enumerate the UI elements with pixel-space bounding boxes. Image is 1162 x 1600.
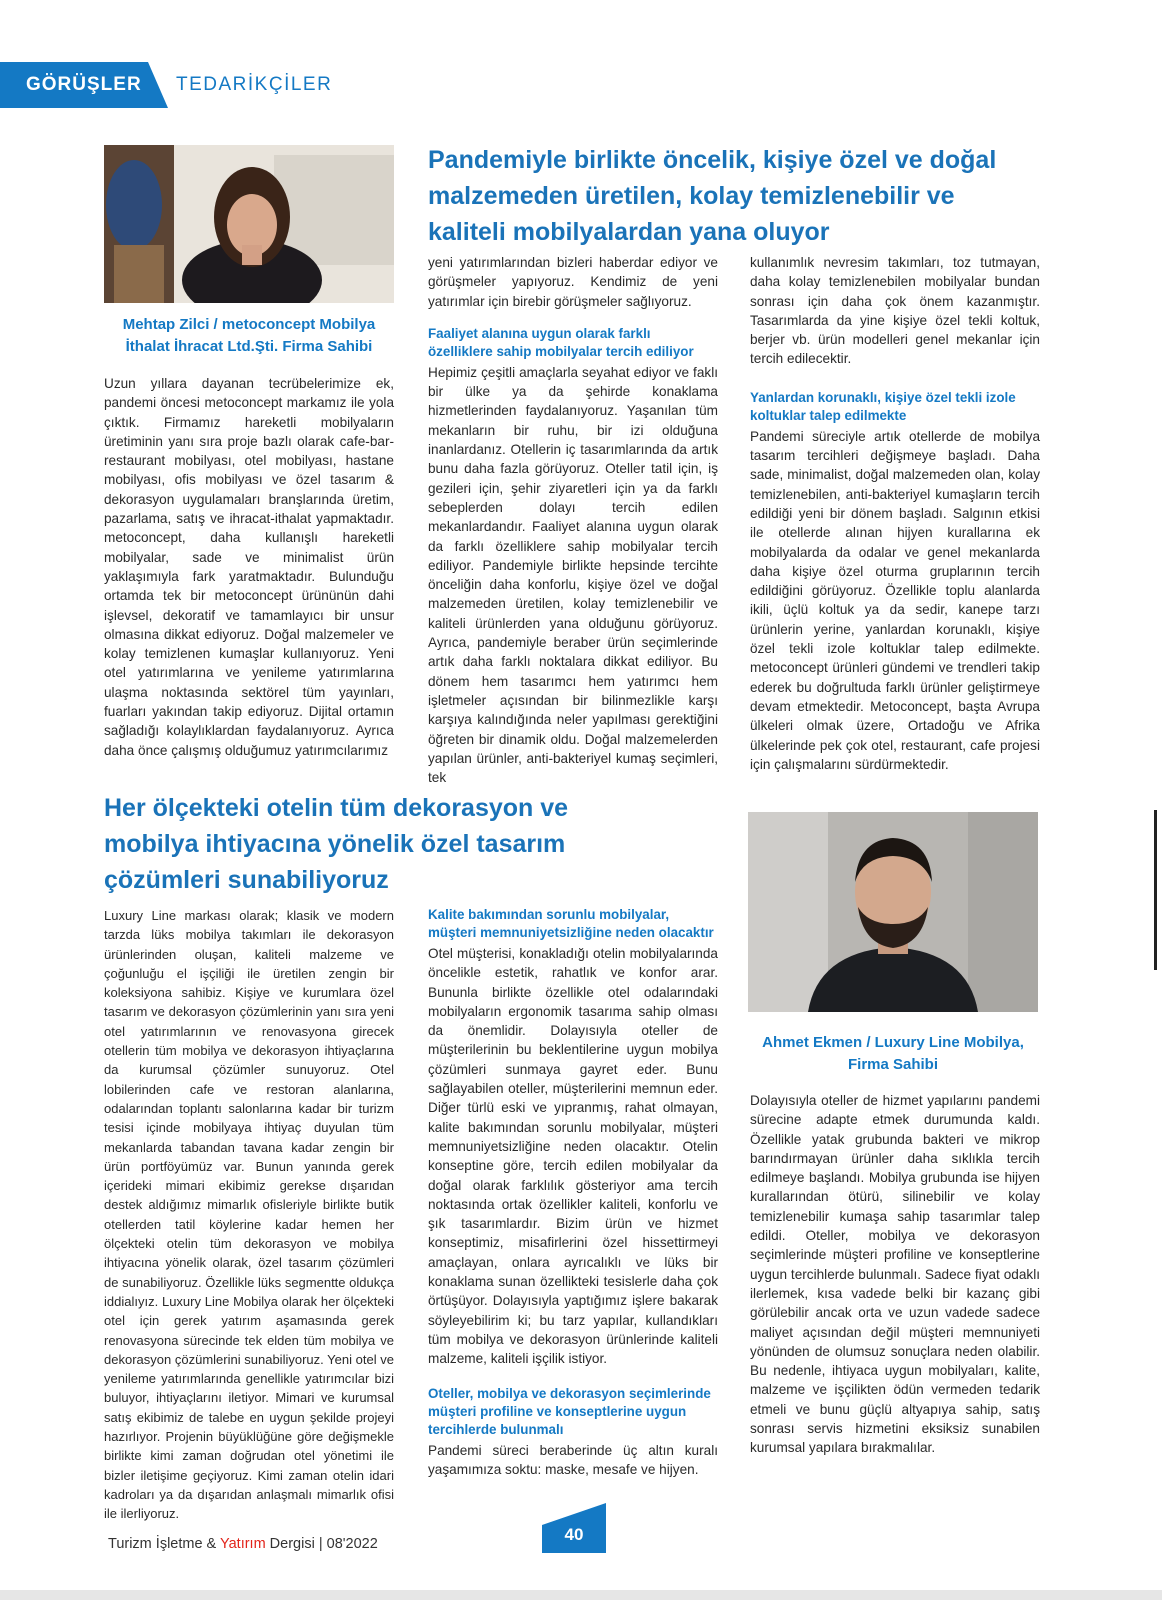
magazine-name-part2: Dergisi | 08'2022 [265,1536,378,1552]
page-edge-mark [1154,810,1157,970]
article-1-column-1 [104,374,394,760]
page-number: 40 [564,1525,584,1544]
article-2-column-2 [428,906,718,1479]
article-1-subheading-2: Yanlardan korunaklı, kişiye özel tekli izole koltuklar talep edilmekte [750,389,1016,423]
article-2-headline: Her ölçekteki otelin tüm dekorasyon ve mobilya ihtiyacına yönelik özel tasarım çözümleri sunabiliyoruz [104,794,569,894]
article-1-col1-text: Uzun yıllara dayanan tecrübelerimize ek, pandemi öncesi metoconcept markamız ile yola çıktık. Firmamız hareketli mobilyaların üretiminin yanı sıra proje bazlı olarak cafe-bar-restaurant mobilyası, otel mobilyası, hastane mobilyası, ofis mobilyası ve özel tasarım & dekorasyon uygulamaları branşlarında üretim, pazarlama, satış ve ihracat-ithalat yapmaktadır. metoconcept, daha kullanışlı hareketli mobilyalar, sade ve minimalist ürün yaklaşımıyla fark yaratmaktadır. Bulunduğu ortamda tek bir metoconcept ürününün dahi işlevsel, dekoratif ve tamamlayıcı bir unsur olmasına dikkat ediyoruz. Doğal malzemeler ve kolay temizlenen kumaşlar kullanıyoruz. Yeni otel yatırımlarına ve yenileme yatırımlarına ulaşma noktasında sektörel tüm yayınları, fuarları yakından takip ediyoruz. Dijital ortamın sağladığı kolaylıklardan faydalanıyoruz. Ayrıca daha önce çalışmış olduğumuz yatırımcılarımız [104,376,394,758]
article-2-col2-body-1: Otel müşterisi, konakladığı otelin mobilyalarında öncelikle estetik, rahatlık ve konfor arar. Bununla birlikte özellikle otel odalarındaki mobilyaların ergonomik tasarıma sahip olması da önemlidir. Dolayısıyla oteller de müşterilerinin bu beklentilerine uygun mobilya çözümleri sunmaya gayret eder. Bunu sağlayabilen oteller, müşterilerini memnun eder. Diğer türlü eski ve yıpranmış, rahat olmayan, kalite bakımından sorunlu mobilyalar, müşteri memnuniyetsizliğine neden olacaktır. Otelin konseptine göre, tercih edilen mobilyalar da doğal olarak farklılık gösteriyor ama tercih noktasında ortak özellikler kaliteli, konforlu ve şık tasarımlardır. Bizim ürün ve hizmet konseptimiz, misafirlerini özel hissettirmeyi amaçlayan, onlara ayrıcalıklı ve lüks bir konaklama sunan özellikteki tesislerle daha çok örtüşüyor. Dolayısıyla yaptığımız işlere bakarak söyleyebilirim ki; bu tarz yapılar, kullandıkları tüm mobilya ve dekorasyon ürünlerinde kaliteli malzeme, kaliteli işçilik istiyor. [428,946,718,1367]
subsection-label: TEDARİKÇİLER [176,74,333,95]
caption-2-line2: Firma Sahibi [847,1056,939,1073]
article-1-subheading-1: Faaliyet alanına uygun olarak farklı özelliklere sahip mobilyalar tercih ediliyor [428,325,694,359]
photo-caption-1 [104,314,394,358]
article-2-col2-body-2: Pandemi süreci beraberinde üç altın kuralı yaşamımıza soktu: maske, mesafe ve hijyen. [428,1442,718,1477]
caption-2-line1: Ahmet Ekmen / Luxury Line Mobilya, [762,1034,1024,1051]
section-label: GÖRÜŞLER [26,74,142,95]
article-1-headline: Pandemiyle birlikte öncelik, kişiye özel ve doğal malzemeden üretilen, kolay temizlenebilir ve kaliteli mobilyalardan yana oluyor [428,146,997,246]
photo-caption-2 [748,1032,1038,1076]
article-2-column-3 [750,1091,1040,1458]
article-2-col3-text: Dolayısıyla oteller de hizmet yapılarını pandemi sürecine adapte etmek durumunda kaldı. Özellikle yatak grubunda bakteri ve mikrop barındırmayan ürünler daha sıklıkla tercih edilmeye başlandı. Mobilya grubunda ise hijyen kurallarından ötürü, silinebilir ve kolay temizlenebilir kumaşa sahip tasarımlar talep edildi. Oteller, mobilya ve dekorasyon seçimlerinde müşteri profiline ve konseptlerine uygun tercihlerde bulunmalı. Sadece fiyat odaklı ilerlemek, kısa vadede belki bir kazanç gibi görülebilir ancak orta ve uzun vadede sadece maliyet açısından değil müşteri memnuniyeti yönünden de olumsuz sonuçlara neden olabilir. Bu nedenle, ihtiyaca uygun mobilyaları, kalite, malzeme ve işçilikten ödün vermeden tedarik etmeli ve bunu güçlü altyapıya sahip, satış sonrası servis hizmetini eksiksiz sunabilen kurumsal yapılara bırakmalılar. [750,1093,1040,1456]
article-2-column-1 [104,906,394,1524]
article-2-subheading-1: Kalite bakımından sorunlu mobilyalar, müşteri memnuniyetsizliğine neden olacaktır [428,907,714,940]
caption-1-line2: İthalat İhracat Ltd.Şti. Firma Sahibi [125,338,373,355]
portrait-photo-ahmet-ekmen [748,812,1038,1012]
article-1-col3-intro: kullanımlık nevresim takımları, toz tutmayan, daha kolay temizlenebilen mobilyalar bundan sonrası için daha çok önem kazanmıştır. Tasarımlarda da yine kişiye özel tekli koltuk, berjer vb. ürün modelleri genel mekanlar için tercih edilecektir. [750,255,1040,367]
magazine-name-part1: Turizm İşletme & [108,1536,220,1552]
magazine-name [108,1536,378,1552]
article-2-subheading-2: Oteller, mobilya ve dekorasyon seçimlerinde müşteri profiline ve konseptlerine uygun tercihlerde bulunmalı [428,1385,711,1437]
magazine-name-accent: Yatırım [220,1536,266,1552]
article-2-col1-text: Luxury Line markası olarak; klasik ve modern tarzda lüks mobilya takımları ile dekorasyon ürünlerinden oluşan, kaliteli malzeme ve çoğunluğu el işçiliği ile üretilen zengin bir koleksiyona sahibiz. Kişiye ve kurumlara özel tasarım ve dekorasyon çözümlerinin yanı sıra yeni otel yatırımlarının ve renovasyona girecek otellerin tüm mobilya ve dekorasyon ihtiyaçlarına da kurumsal çözümler sunuyoruz. Otel lobilerinden cafe ve restoran alanlarına, odalarından toplantı salonlarına kadar bir turizm tesisi içinde mobilyaya ihtiyaç duyulan tüm mekanlarda tabandan tavana kadar zengin bir ürün portföyümüz var. Bunun yanında gerek içerideki mimari ekibimiz gerekse dışarıdan destek aldığımız mimarlık ofisleriyle birlikte butik otellerden tatil köylerine kadar hemen her ölçekteki otelin tüm dekorasyon ve mobilya ihtiyacına yönelik olarak, özel tasarım çözümleri de sunabiliyoruz. Özellikle lüks segmentte oldukça iddialıyız. Luxury Line Mobilya olarak her ölçekteki otel için gerek yatırım aşamasında gerek renovasyona sürecinde tek elden tüm mobilya ve dekorasyon çözümlerini sunabiliyoruz. Yeni otel ve yenileme yatırımlarında genellikle yatırımcılar bizi buluyor, ihtiyaçlarını iletiyor. Mimari ve kurumsal satış ekibimiz de talebe en uygun şekilde projeyi hazırlıyor. Projenin büyüklüğüne göre değişmekle birlikte kimi zaman doğrudan otel yönetimi ile bizler iletişime geçiyoruz. Kimi zaman otelin idari kadroları ya da dışarıdan anlaşmalı mimarlık ofisi ile ilerliyoruz. [104,908,394,1522]
article-1-col3-body: Pandemi süreciyle artık otellerde de mobilya tasarım tercihleri değişmeye başladı. Daha sade, minimalist, doğal malzemeden olan, kolay temizlenebilen, anti-bakteriyel kumaşların tercih edildiği yeni bir dönem başladı. Salgının etkisi ile otellerde alınan hijyen kurallarına ek mobilyalarda da odalar ve genel mekanlarda daha kişiye özel oturma gruplarının tercih edildiğini görüyoruz. Özellikle toplu alanlarda ikili, üçlü koltuk ya da sedir, kanepe tarzı ürünlerin yerine, yanlardan korunaklı, kişiye özel tekli izole koltuklar talep edilmekte. metoconcept ürünleri gündemi ve trendleri takip ederek bu doğrultuda farklı ürünler geliştirmeye devam etmektedir. Metoconcept, başta Avrupa ülkeleri olmak üzere, Ortadoğu ve Afrika ülkelerinde pek çok otel, restaurant, cafe projesi için çalışmalarını sürdürmektedir. [750,428,1040,772]
article-1-column-3 [750,253,1040,774]
article-1-col2-body: Hepimiz çeşitli amaçlarla seyahat ediyor ve faklı bir ülke ya da şehirde konaklama hizmetlerinden faydalanıyoruz. Yaşanılan tüm mekanların bir ruhu, bir izi olduğuna inanlardanız. Otellerin iç tasarımlarında da artık bunu daha fazla görüyoruz. Oteller tatil için, iş gezileri için, şehir ziyaretleri için ya da farklı sebeplerden dolayı tercih edilen mekanlardandır. Faaliyet alanına uygun olarak da farklı özelliklere sahip mobilyalar tercih ediliyor. Pandemiyle birlikte hepsinde tercihte önceliğin daha konforlu, kişiye özel ve doğal malzemeden üretilen, kolay temizlenebilir ve kaliteli ürünlerden yana olduğunu görüyoruz. Ayrıca, pandemiyle beraber ürün seçimlerinde artık daha farklı noktalara dikkat ediliyor. Bu dönem hem tasarımcı hem yatırımcı hem işletmeler açısından bir bilinmezlikle karşı karşıya kalındığında neler yapılması gerektiğini öğreten bir dinamik oldu. Doğal malzemelerden yapılan ürünler, anti-bakteriyel kumaş seçimleri, tek [428,364,718,786]
article-1-column-2 [428,253,718,787]
bottom-edge-bar [0,1590,1162,1600]
article-1-col2-intro: yeni yatırımlarından bizleri haberdar ediyor ve görüşmeler yapıyoruz. Kendimiz de yeni yatırımlar için birebir görüşmeler sağlıyoruz. [428,255,718,309]
caption-1-line1: Mehtap Zilci / metoconcept Mobilya [122,316,376,333]
portrait-photo-mehtap-zilci [104,145,394,303]
